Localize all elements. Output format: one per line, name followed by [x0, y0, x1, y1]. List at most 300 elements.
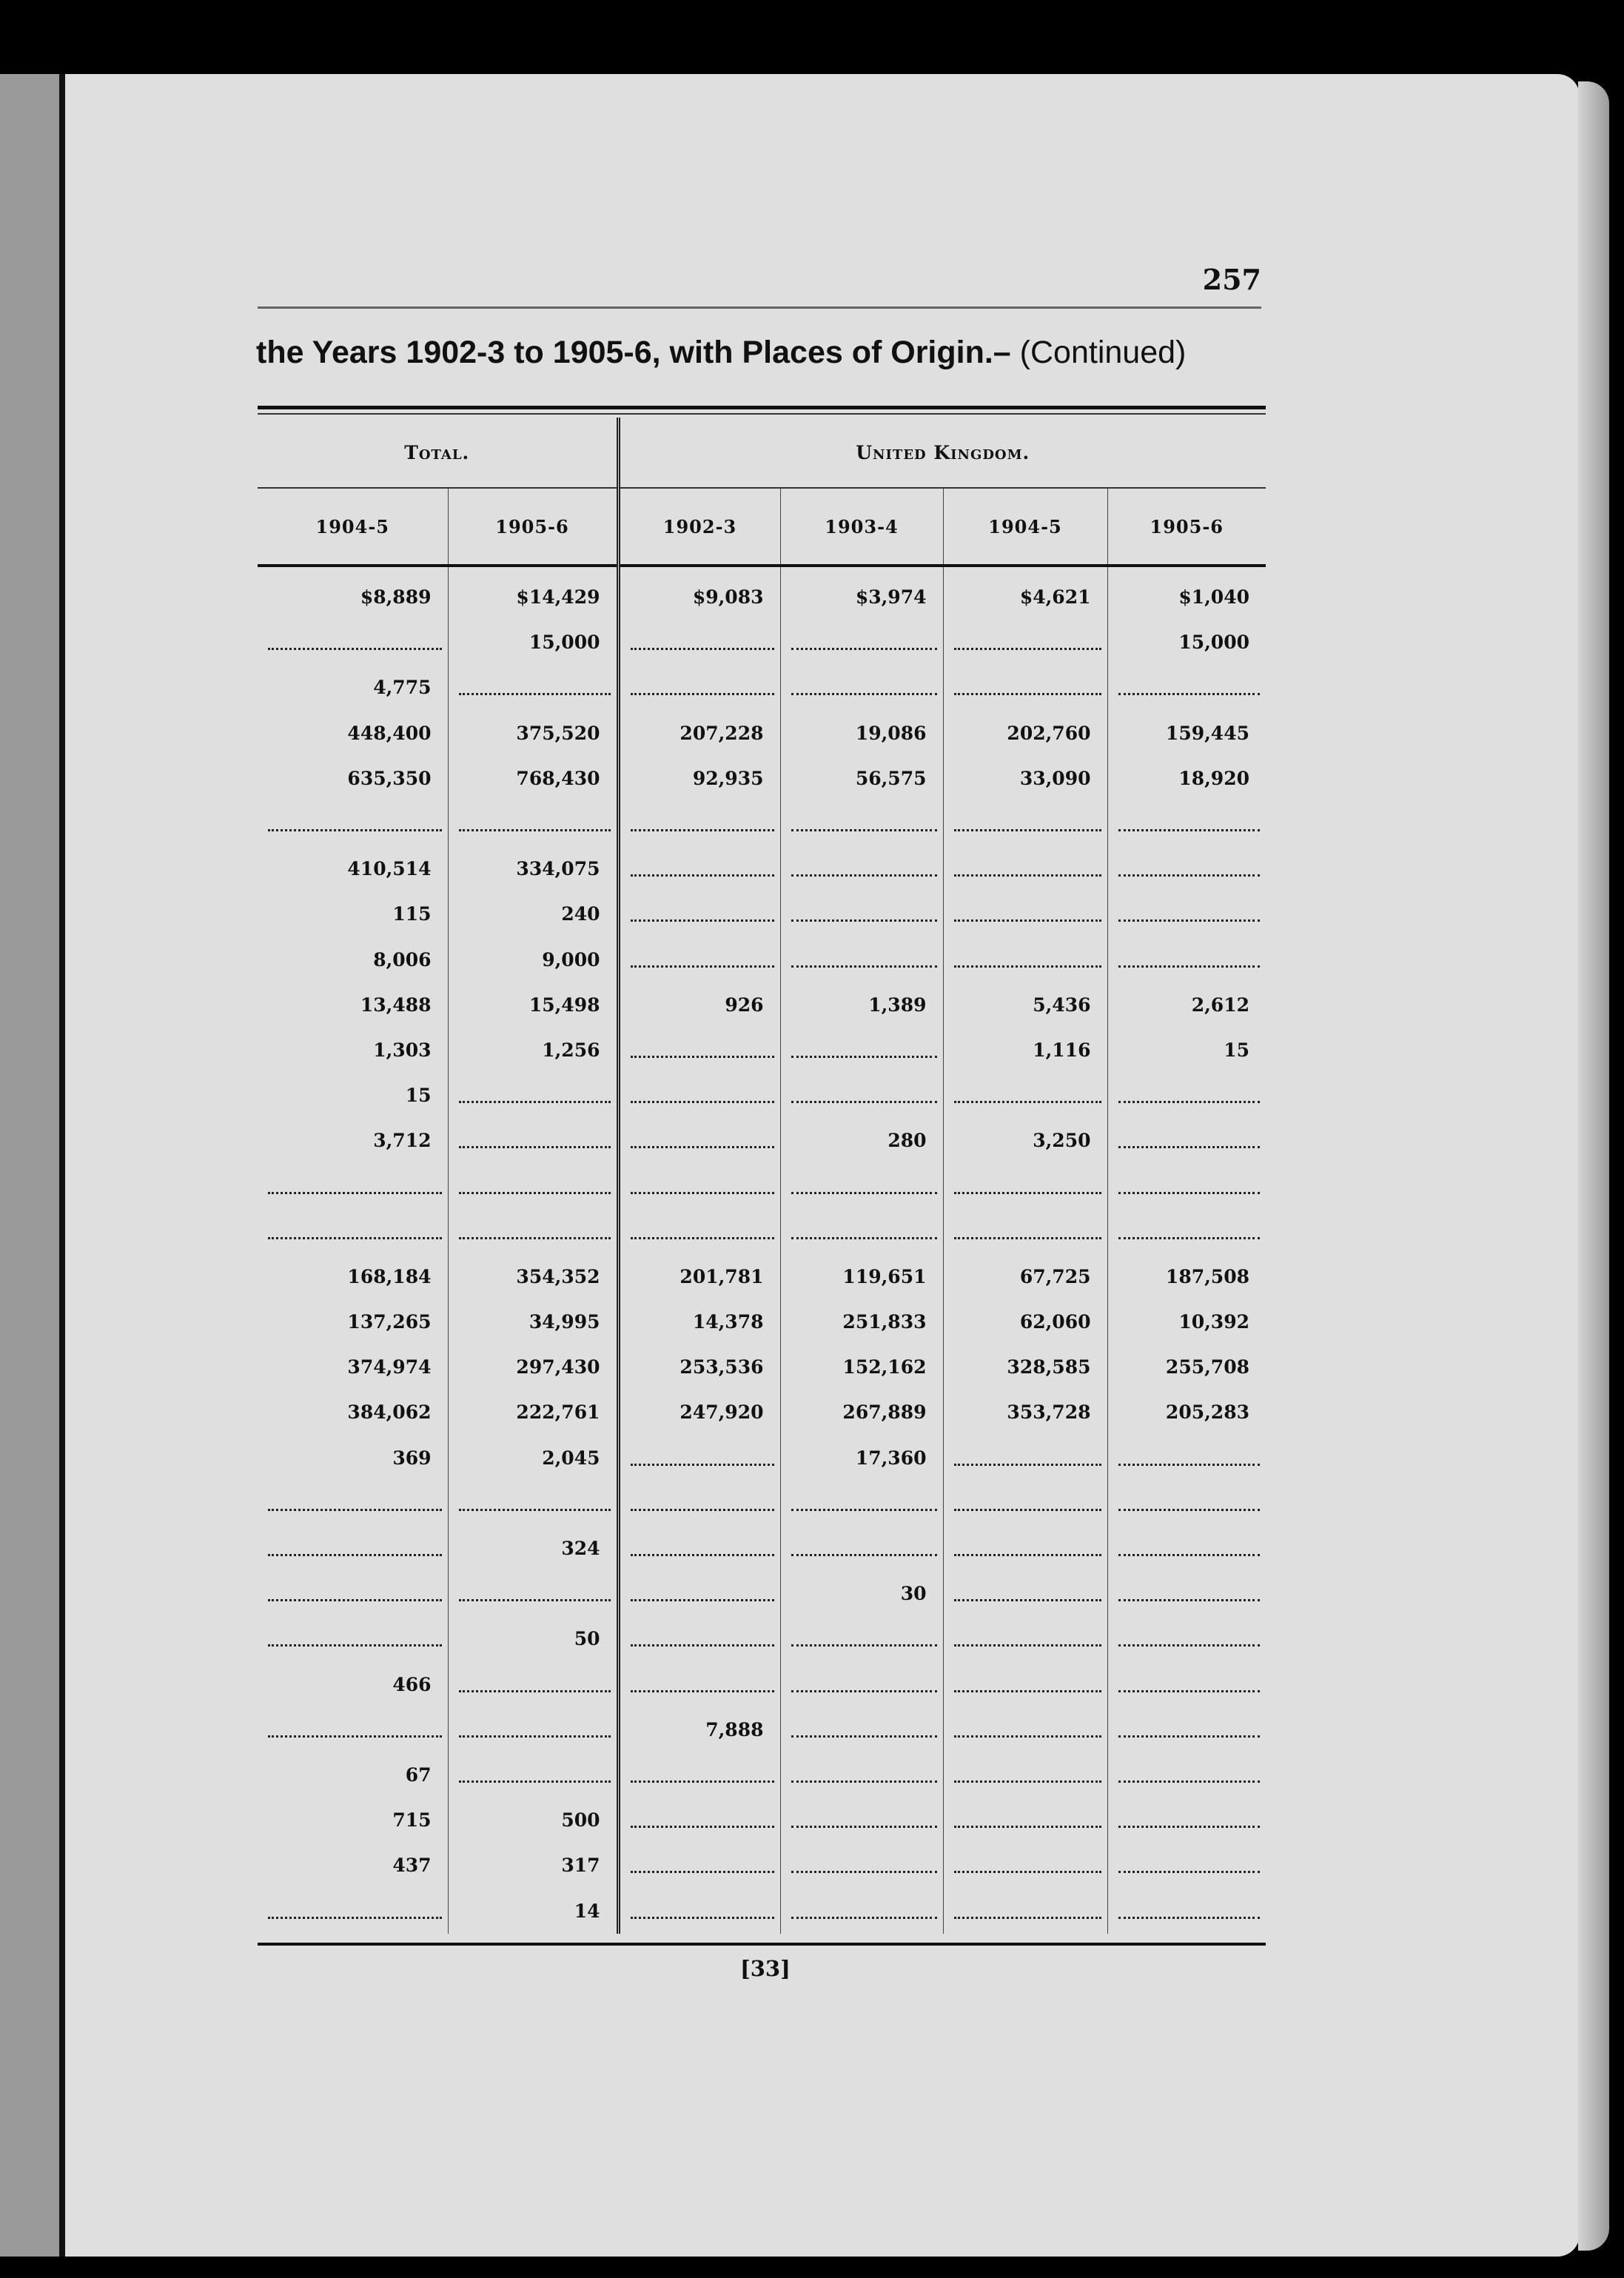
group-header-row: [258, 418, 1266, 488]
page-edge-shadow: [1578, 81, 1609, 2251]
table-cell: [618, 665, 780, 710]
table-cell: 15,498: [448, 982, 618, 1028]
table-cell: [618, 1073, 780, 1118]
table-cell: 168,184: [258, 1254, 448, 1299]
table-cell: [618, 891, 780, 937]
table-cell: 2,045: [448, 1436, 618, 1481]
leader-dots: [268, 634, 442, 650]
table-cell: [943, 1163, 1107, 1208]
table-cell: 1,116: [943, 1028, 1107, 1073]
leader-dots: [459, 680, 611, 695]
table-cell: [1107, 801, 1266, 846]
table-cell: [780, 1028, 943, 1073]
leader-dots: [954, 1767, 1101, 1783]
header-rule: [258, 306, 1261, 309]
table-cell: [1107, 1163, 1266, 1208]
table-cell: 50: [448, 1616, 618, 1661]
leader-dots: [459, 1179, 611, 1194]
table-cell: [1107, 1707, 1266, 1752]
footer-page-number: [33]: [740, 1956, 791, 1981]
table-body: [258, 566, 1266, 1934]
leader-dots: [631, 1179, 774, 1194]
table-row: [258, 1436, 1266, 1481]
table-cell: 152,162: [780, 1344, 943, 1390]
table-row: [258, 1254, 1266, 1299]
leader-dots: [1118, 861, 1261, 877]
table-cell: 2,612: [1191, 994, 1249, 1016]
table-cell: 67: [258, 1752, 448, 1798]
table-cell: [780, 846, 943, 891]
table-cell: 18,920: [1178, 767, 1249, 789]
leader-dots: [459, 1586, 611, 1601]
table-cell: [618, 1209, 780, 1254]
table-cell: [1107, 1073, 1266, 1118]
table-bottom-rule: [258, 1943, 1266, 1946]
table-cell: [258, 1209, 448, 1254]
table-cell: 448,400: [258, 711, 448, 756]
table-cell: [448, 1209, 618, 1254]
table-cell: 267,889: [780, 1390, 943, 1435]
leader-dots: [954, 1812, 1101, 1828]
table-cell: [618, 1616, 780, 1661]
table-cell: 222,761: [448, 1390, 618, 1435]
leader-dots: [631, 1677, 774, 1692]
table-row: [258, 1163, 1266, 1208]
leader-dots: [631, 816, 774, 831]
leader-dots: [1118, 1088, 1261, 1103]
leader-dots: [954, 1677, 1101, 1692]
table-row: [258, 1888, 1266, 1933]
table-cell: 34,995: [448, 1299, 618, 1344]
column-header: 1904-5: [943, 488, 1107, 566]
table-cell: [618, 1481, 780, 1526]
table-cell: 67,725: [943, 1254, 1107, 1299]
leader-dots: [954, 634, 1101, 650]
table-row: [258, 620, 1266, 665]
table-row: [258, 1752, 1266, 1798]
table-cell: [258, 1163, 448, 1208]
table-cell: 926: [618, 982, 780, 1028]
table-cell: 715: [258, 1798, 448, 1843]
leader-dots: [1118, 1133, 1261, 1148]
leader-dots: [459, 1677, 611, 1692]
leader-dots: [268, 1224, 442, 1239]
table-cell: 375,520: [448, 711, 618, 756]
table-cell: 251,833: [780, 1299, 943, 1344]
year-header-row: [258, 488, 1266, 566]
leader-dots: [954, 1495, 1101, 1511]
title-main: the Years 1902-3 to 1905-6, with Places of Origin.–: [256, 335, 1011, 370]
leader-dots: [631, 1450, 774, 1466]
leader-dots: [1118, 1767, 1261, 1783]
table-cell: [780, 1843, 943, 1888]
table-row: [258, 801, 1266, 846]
table-cell: 384,062: [258, 1390, 448, 1435]
table-row: [258, 711, 1266, 756]
table-row: [258, 937, 1266, 982]
table-cell: 30: [780, 1571, 943, 1616]
group-header-united-kingdom: United Kingdom.: [618, 418, 1266, 488]
leader-dots: [954, 952, 1101, 968]
table-cell: [943, 665, 1107, 710]
leader-dots: [459, 816, 611, 831]
leader-dots: [268, 1179, 442, 1194]
leader-dots: [1118, 816, 1261, 831]
table-cell: 187,508: [1165, 1265, 1249, 1287]
table-cell: [943, 846, 1107, 891]
table-cell: [943, 1436, 1107, 1481]
leader-dots: [1118, 1224, 1261, 1239]
table-cell: 7,888: [618, 1707, 780, 1752]
leader-dots: [631, 1042, 774, 1058]
table-cell: [780, 620, 943, 665]
table-cell: [943, 1707, 1107, 1752]
leader-dots: [1118, 1631, 1261, 1646]
table-cell: [448, 1662, 618, 1707]
leader-dots: [631, 680, 774, 695]
table-cell: [258, 1888, 448, 1933]
table-cell: 466: [258, 1662, 448, 1707]
table-cell: 369: [258, 1436, 448, 1481]
table-cell: [943, 801, 1107, 846]
table-cell: 354,352: [448, 1254, 618, 1299]
table-row: [258, 891, 1266, 937]
leader-dots: [268, 1903, 442, 1919]
table-cell: 768,430: [448, 756, 618, 801]
table-row: [258, 1028, 1266, 1073]
leader-dots: [954, 1179, 1101, 1194]
table-cell: [943, 1526, 1107, 1571]
table-row: [258, 1073, 1266, 1118]
table-cell: [258, 1571, 448, 1616]
leader-dots: [954, 1722, 1101, 1738]
leader-dots: [791, 680, 937, 695]
table-cell: 240: [448, 891, 618, 937]
table-cell: 15,000: [448, 620, 618, 665]
table-cell: 17,360: [780, 1436, 943, 1481]
table-cell: [780, 1662, 943, 1707]
leader-dots: [791, 1812, 937, 1828]
table-row: [258, 1299, 1266, 1344]
table-cell: 33,090: [943, 756, 1107, 801]
table-cell: [258, 620, 448, 665]
table-cell: [1107, 1616, 1266, 1661]
table-cell: [780, 801, 943, 846]
leader-dots: [631, 1812, 774, 1828]
leader-dots: [1118, 1495, 1261, 1511]
table-cell: 159,445: [1165, 722, 1249, 744]
table-cell: 62,060: [943, 1299, 1107, 1344]
group-header-total: Total.: [258, 418, 618, 488]
table-cell: 3,712: [258, 1118, 448, 1163]
table-cell: 255,708: [1165, 1356, 1249, 1378]
table-cell: 201,781: [618, 1254, 780, 1299]
table-cell: $4,621: [943, 566, 1107, 620]
table-cell: [780, 1073, 943, 1118]
table-top-rule-thin: [258, 413, 1266, 415]
leader-dots: [954, 906, 1101, 922]
leader-dots: [268, 1631, 442, 1646]
table-row: [258, 1481, 1266, 1526]
table-cell: 334,075: [448, 846, 618, 891]
table-cell: 1,303: [258, 1028, 448, 1073]
table-cell: [448, 1481, 618, 1526]
table-cell: 137,265: [258, 1299, 448, 1344]
table-cell: [618, 1843, 780, 1888]
leader-dots: [631, 1224, 774, 1239]
data-table-wrapper: [258, 418, 1266, 1934]
table-cell: 56,575: [780, 756, 943, 801]
table-row: [258, 1571, 1266, 1616]
table-cell: [943, 1752, 1107, 1798]
table-cell: [1107, 1888, 1266, 1933]
table-cell: [943, 891, 1107, 937]
table-cell: 9,000: [448, 937, 618, 982]
table-cell: 119,651: [780, 1254, 943, 1299]
table-cell: 247,920: [618, 1390, 780, 1435]
table-cell: [943, 1616, 1107, 1661]
leader-dots: [1118, 1903, 1261, 1919]
table-cell: [618, 1028, 780, 1073]
leader-dots: [1118, 1586, 1261, 1601]
table-cell: 14,378: [618, 1299, 780, 1344]
leader-dots: [1118, 1722, 1261, 1738]
leader-dots: [631, 1586, 774, 1601]
table-cell: [448, 1118, 618, 1163]
leader-dots: [268, 1586, 442, 1601]
table-cell: [943, 620, 1107, 665]
table-cell: [1107, 1481, 1266, 1526]
table-cell: $14,429: [448, 566, 618, 620]
leader-dots: [791, 906, 937, 922]
table-cell: [780, 1616, 943, 1661]
table-cell: [1107, 891, 1266, 937]
leader-dots: [791, 1179, 937, 1194]
table-cell: 10,392: [1178, 1311, 1249, 1333]
table-cell: [943, 1888, 1107, 1933]
leader-dots: [1118, 1179, 1261, 1194]
page-number: 257: [1202, 263, 1261, 296]
table-cell: [1107, 937, 1266, 982]
table-cell: [780, 665, 943, 710]
table-row: [258, 1662, 1266, 1707]
leader-dots: [1118, 952, 1261, 968]
table-cell: 297,430: [448, 1344, 618, 1390]
leader-dots: [954, 1541, 1101, 1556]
table-cell: 202,760: [943, 711, 1107, 756]
leader-dots: [631, 861, 774, 877]
leader-dots: [954, 1903, 1101, 1919]
table-cell: 437: [258, 1843, 448, 1888]
table-cell: 15,000: [1178, 632, 1249, 654]
facing-page-edge: [0, 74, 68, 2257]
leader-dots: [631, 1903, 774, 1919]
table-cell: 253,536: [618, 1344, 780, 1390]
column-header: 1903-4: [780, 488, 943, 566]
table-cell: [1107, 1209, 1266, 1254]
column-header: 1905-6: [1107, 488, 1266, 566]
leader-dots: [631, 1857, 774, 1873]
table-cell: [780, 1888, 943, 1933]
leader-dots: [954, 1631, 1101, 1646]
table-cell: 280: [780, 1118, 943, 1163]
table-cell: 15: [258, 1073, 448, 1118]
leader-dots: [791, 1767, 937, 1783]
table-cell: 317: [448, 1843, 618, 1888]
leader-dots: [954, 1450, 1101, 1466]
leader-dots: [459, 1767, 611, 1783]
table-cell: [1107, 846, 1266, 891]
table-cell: [780, 937, 943, 982]
table-cell: 635,350: [258, 756, 448, 801]
leader-dots: [791, 1541, 937, 1556]
leader-dots: [1118, 1857, 1261, 1873]
table-cell: [943, 1798, 1107, 1843]
table-cell: [618, 1798, 780, 1843]
leader-dots: [631, 952, 774, 968]
table-cell: 15: [1224, 1039, 1249, 1061]
table-row: [258, 1798, 1266, 1843]
table-cell: 4,775: [258, 665, 448, 710]
leader-dots: [631, 1133, 774, 1148]
table-cell: [1107, 1752, 1266, 1798]
table-cell: [448, 1707, 618, 1752]
table-cell: [780, 1163, 943, 1208]
table-cell: [780, 1481, 943, 1526]
table-cell: [618, 801, 780, 846]
table-cell: [780, 1798, 943, 1843]
table-cell: $3,974: [780, 566, 943, 620]
table-cell: [618, 937, 780, 982]
table-cell: [618, 1526, 780, 1571]
leader-dots: [791, 816, 937, 831]
table-cell: [258, 1526, 448, 1571]
table-cell: [618, 620, 780, 665]
table-cell: [1107, 1526, 1266, 1571]
table-cell: [943, 1843, 1107, 1888]
table-cell: [618, 1436, 780, 1481]
table-cell: 500: [448, 1798, 618, 1843]
table-cell: [448, 1752, 618, 1798]
leader-dots: [631, 1088, 774, 1103]
table-row: [258, 1390, 1266, 1435]
leader-dots: [459, 1722, 611, 1738]
table-cell: 92,935: [618, 756, 780, 801]
table-cell: 207,228: [618, 711, 780, 756]
table-cell: [448, 1163, 618, 1208]
table-cell: [780, 1707, 943, 1752]
table-top-rule: [258, 406, 1266, 409]
table-cell: [943, 1073, 1107, 1118]
table-cell: [780, 1526, 943, 1571]
table-cell: [780, 1209, 943, 1254]
leader-dots: [954, 680, 1101, 695]
table-cell: 8,006: [258, 937, 448, 982]
table-row: [258, 1118, 1266, 1163]
leader-dots: [631, 906, 774, 922]
table-row: [258, 1843, 1266, 1888]
leader-dots: [791, 1857, 937, 1873]
table-row: [258, 982, 1266, 1028]
table-row: [258, 1526, 1266, 1571]
table-cell: 14: [448, 1888, 618, 1933]
table-cell: [618, 846, 780, 891]
table-cell: [618, 1662, 780, 1707]
table-cell: [1107, 1798, 1266, 1843]
table-cell: [943, 937, 1107, 982]
table-cell: $1,040: [1178, 586, 1249, 609]
table-row: [258, 1616, 1266, 1661]
table-cell: [258, 1616, 448, 1661]
leader-dots: [268, 1495, 442, 1511]
leader-dots: [1118, 906, 1261, 922]
leader-dots: [268, 1722, 442, 1738]
table-cell: [1107, 1118, 1266, 1163]
table-cell: 410,514: [258, 846, 448, 891]
leader-dots: [791, 1088, 937, 1103]
table-cell: [448, 1073, 618, 1118]
table-cell: [943, 1571, 1107, 1616]
data-table: [258, 418, 1266, 1934]
table-cell: 324: [448, 1526, 618, 1571]
leader-dots: [791, 952, 937, 968]
leader-dots: [791, 861, 937, 877]
table-cell: [780, 1752, 943, 1798]
table-cell: [618, 1888, 780, 1933]
table-cell: [618, 1163, 780, 1208]
leader-dots: [954, 1224, 1101, 1239]
column-header: 1902-3: [618, 488, 780, 566]
table-cell: [618, 1752, 780, 1798]
table-cell: [618, 1118, 780, 1163]
table-cell: [1107, 1843, 1266, 1888]
table-cell: 19,086: [780, 711, 943, 756]
table-cell: [1107, 1662, 1266, 1707]
column-header: 1904-5: [258, 488, 448, 566]
leader-dots: [791, 1495, 937, 1511]
title-continued: (Continued): [1019, 335, 1187, 370]
leader-dots: [954, 1088, 1101, 1103]
table-cell: 5,436: [943, 982, 1107, 1028]
table-cell: $8,889: [258, 566, 448, 620]
table-cell: [1107, 665, 1266, 710]
table-cell: [258, 801, 448, 846]
table-row: [258, 1707, 1266, 1752]
table-row: [258, 846, 1266, 891]
table-cell: 13,488: [258, 982, 448, 1028]
leader-dots: [631, 1541, 774, 1556]
leader-dots: [954, 1586, 1101, 1601]
leader-dots: [791, 1722, 937, 1738]
leader-dots: [791, 634, 937, 650]
table-cell: [943, 1209, 1107, 1254]
table-cell: $9,083: [618, 566, 780, 620]
leader-dots: [268, 816, 442, 831]
leader-dots: [954, 816, 1101, 831]
leader-dots: [1118, 1677, 1261, 1692]
table-row: [258, 1344, 1266, 1390]
leader-dots: [791, 1677, 937, 1692]
leader-dots: [1118, 1541, 1261, 1556]
table-cell: [258, 1707, 448, 1752]
table-cell: [943, 1481, 1107, 1526]
table-cell: 3,250: [943, 1118, 1107, 1163]
table-cell: 328,585: [943, 1344, 1107, 1390]
table-cell: [780, 891, 943, 937]
table-cell: [1107, 1571, 1266, 1616]
table-cell: 374,974: [258, 1344, 448, 1390]
table-cell: [618, 1571, 780, 1616]
